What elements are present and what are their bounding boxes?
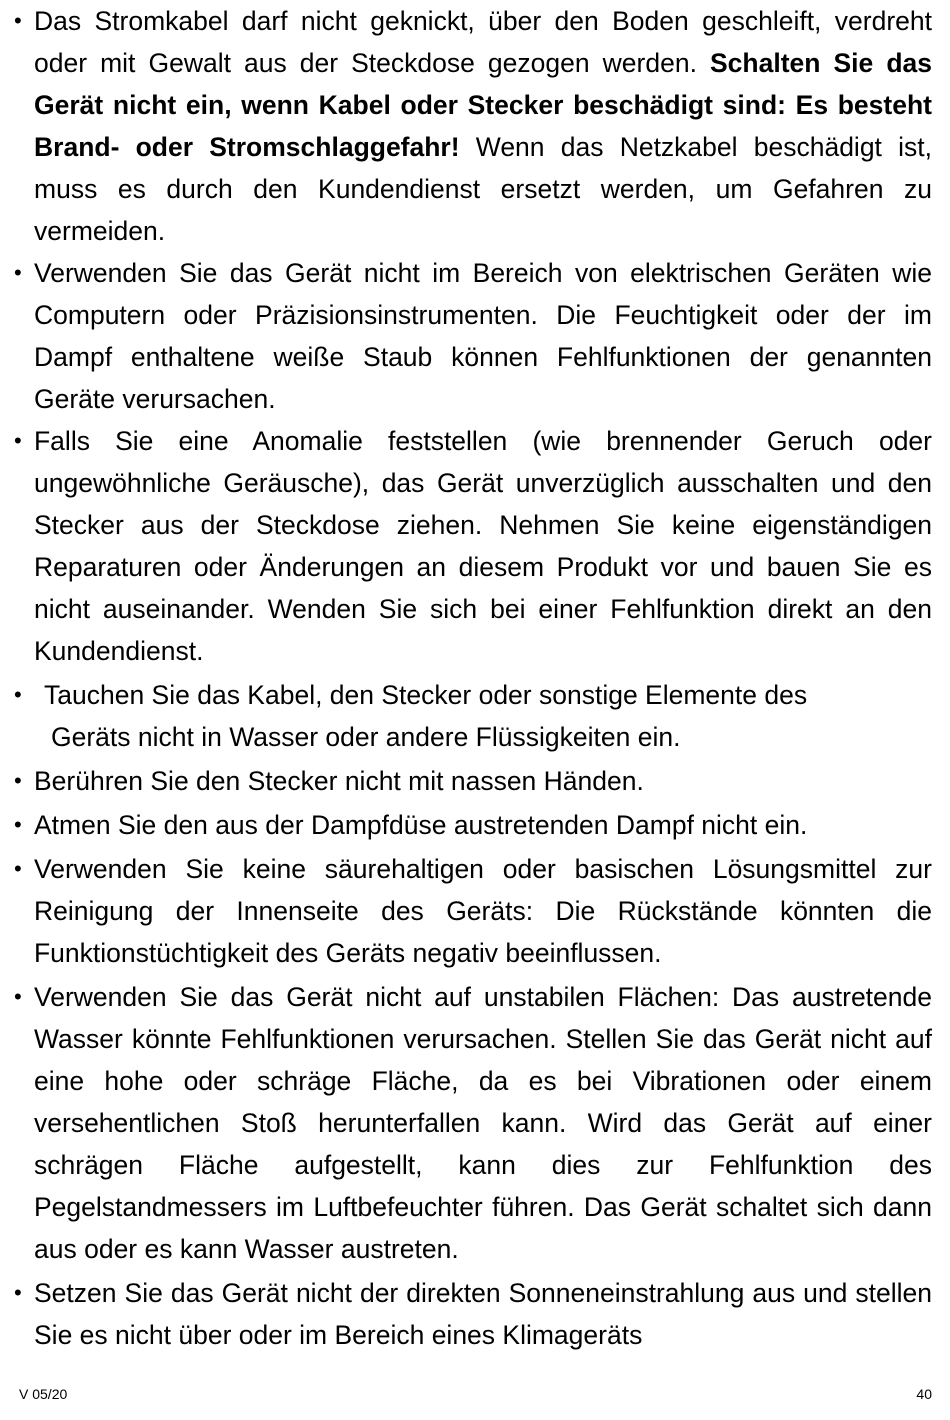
bullet-icon: •: [14, 812, 22, 837]
bullet-icon: •: [14, 682, 22, 707]
bullet-icon: •: [14, 768, 22, 793]
item-text: Verwenden Sie das Gerät nicht im Bereich von elektrischen Geräten wie Computern oder Präzisionsinstrumenten. Die Feuchtigkeit oder der im Dampf enthaltene weiße Staub können Fehlfunktionen der genannten Geräte verursachen.: [34, 258, 932, 414]
list-item: [14, 976, 932, 1270]
warning-text: Schalten Sie das Gerät nicht ein, wenn Kabel oder Stecker beschädigt sind: Es besteht Brand- oder Stromschlaggefahr!: [34, 48, 932, 162]
bullet-icon: •: [14, 260, 22, 285]
item-text: Falls Sie eine Anomalie feststellen (wie brennender Geruch oder ungewöhnliche Geräusche), das Gerät unverzüglich ausschalten und den Stecker aus der Steckdose ziehen. Nehmen Sie keine eigenständigen Reparaturen oder Änderungen an diesem Produkt vor und bauen Sie es nicht auseinander. Wenden Sie sich bei einer Fehlfunktion direkt an den Kundendienst.: [34, 426, 932, 666]
item-text: Setzen Sie das Gerät nicht der direkten Sonneneinstrahlung aus und stellen Sie es nicht über oder im Bereich eines Klimageräts: [34, 1278, 932, 1350]
list-item: [14, 804, 932, 846]
bullet-icon: •: [14, 8, 22, 33]
item-text: Berühren Sie den Stecker nicht mit nassen Händen.: [34, 766, 644, 796]
item-text: Wenn das Netzkabel beschädigt ist, muss es durch den Kundendienst ersetzt werden, um Gefahren zu vermeiden.: [34, 132, 932, 246]
item-text: Das Stromkabel darf nicht geknickt, über den Boden geschleift, verdreht oder mit Gewalt aus der Steckdose gezogen werden.: [34, 6, 932, 78]
list-item: [14, 848, 932, 974]
item-text: Atmen Sie den aus der Dampfdüse austretenden Dampf nicht ein.: [34, 810, 808, 840]
list-item: [14, 760, 932, 802]
item-text: Verwenden Sie das Gerät nicht auf unstabilen Flächen: Das austretende Wasser könnte Fehlfunktionen verursachen. Stellen Sie das Gerät nicht auf eine hohe oder schräge Fläche, da es bei Vibrationen oder einem versehentlichen Stoß herunterfallen kann. Wird das Gerät auf einer schrägen Fläche aufgestellt, kann dies zur Fehlfunktion des Pegelstandmessers im Luftbefeuchter führen. Das Gerät schaltet sich dann aus oder es kann Wasser austreten.: [34, 982, 932, 1264]
item-text: Geräts nicht in Wasser oder andere Flüssigkeiten ein.: [51, 722, 681, 752]
list-item: [14, 1272, 932, 1356]
version-label: V 05/20: [19, 1386, 68, 1402]
page-number: 40: [916, 1386, 932, 1402]
list-item: [14, 0, 932, 252]
safety-instructions-list: [14, 0, 932, 1356]
bullet-icon: •: [14, 428, 22, 453]
item-text: Verwenden Sie keine säurehaltigen oder basischen Lösungsmittel zur Reinigung der Innenseite des Geräts: Die Rückstände könnten die Funktionstüchtigkeit des Geräts negativ beeinflussen.: [34, 854, 932, 968]
bullet-icon: •: [14, 1280, 22, 1305]
list-item: [14, 420, 932, 672]
item-text: Tauchen Sie das Kabel, den Stecker oder sonstige Elemente des: [44, 680, 808, 710]
bullet-icon: •: [14, 856, 22, 881]
bullet-icon: •: [14, 984, 22, 1009]
list-item: [14, 674, 932, 758]
list-item: [14, 252, 932, 420]
